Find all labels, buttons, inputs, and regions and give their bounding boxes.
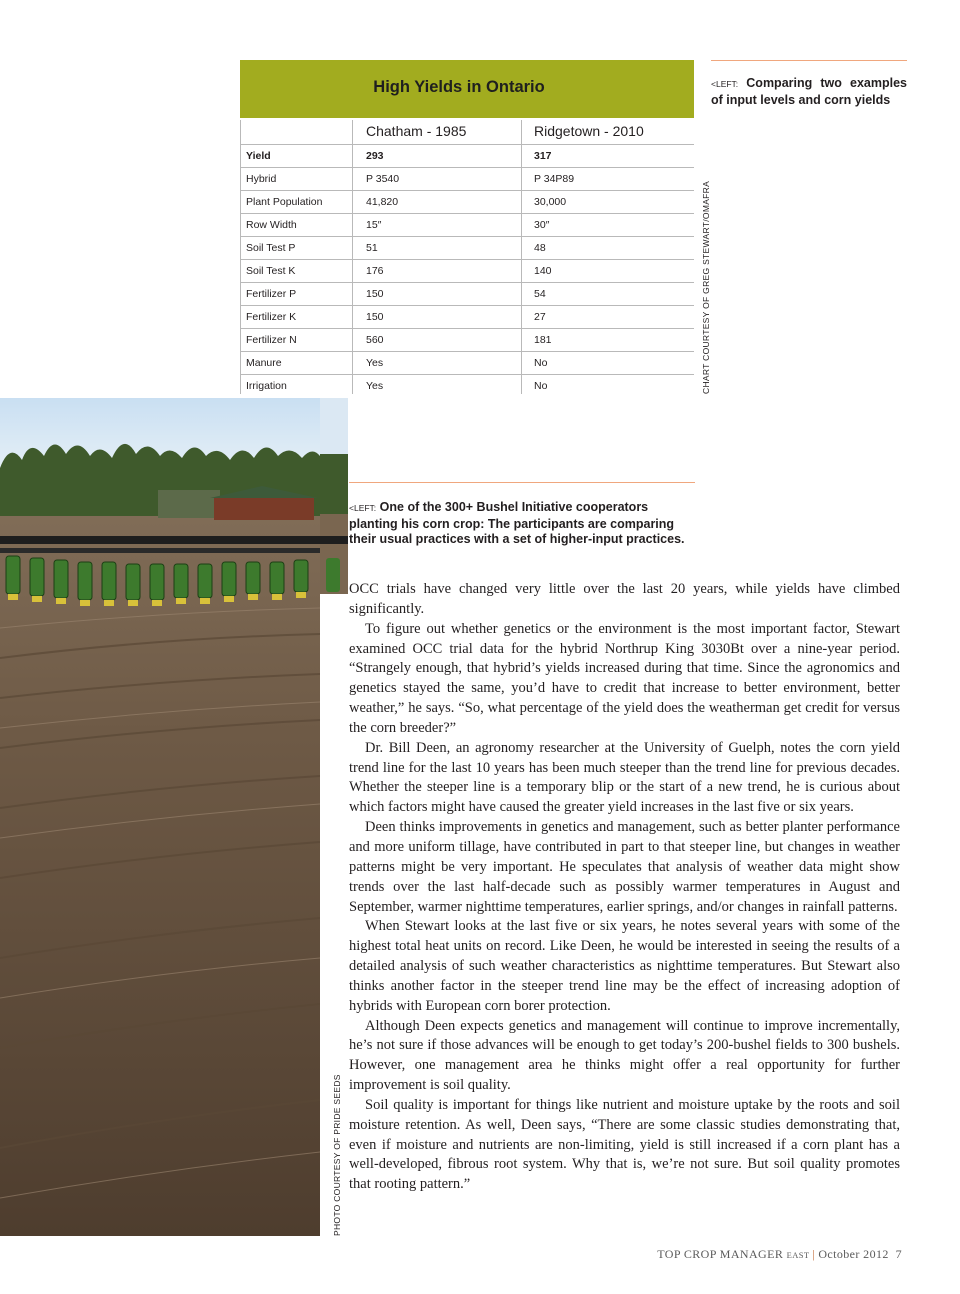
caption-tag: <LEFT: [349,503,377,513]
magazine-name: TOP CROP MANAGER [657,1247,784,1261]
table-cell: 293 [366,150,384,162]
caption-text: Comparing two examples of input levels and corn yields [711,76,907,107]
table-cell: No [534,357,548,369]
table-cell: No [534,380,548,392]
photo-credit: PHOTO COURTESY OF PRIDE SEEDS [332,1074,342,1236]
table-cell: Yes [366,357,384,369]
table-row [240,237,694,260]
planter-photo [0,398,320,1236]
row-label: Row Width [246,219,297,231]
table-divider [352,120,353,394]
table-cell: 560 [366,334,384,346]
footer-separator: | [812,1247,816,1261]
paragraph: Soil quality is important for things like nutrient and moisture uptake by the roots and soil moisture retention. As well, Deen says, “There are some classic studies demonstrating that, even if moisture and nutrients are non-limiting, yield is still increased if a corn plant has a well-developed, fibrous root system. Why that is, we’re not sure. But soil quality promotes that rooting pattern.” [349,1096,900,1193]
table-cell: 48 [534,242,546,254]
row-label: Hybrid [246,173,277,185]
table-row [240,214,694,237]
row-label: Soil Test P [246,242,296,254]
table-cell: Yes [366,380,384,392]
table-row [240,329,694,352]
table-cell: 140 [534,265,552,277]
table-row [240,283,694,306]
paragraph: To figure out whether genetics or the environment is the most important factor, Stewart examined OCC trial data for the hybrid Northrup King 3030Bt over a nine-year period. “Strangely enough, that hybrid’s yields increased during that time. Since the agronomics and genetics stayed the same, you’d have to credit that increase to better environment, better weather,” he says. “So, what percentage of the yield does the weatherman get credit for versus the corn breeder?” [349,620,900,736]
caption-text: One of the 300+ Bushel Initiative cooperators planting his corn crop: The participants are comparing their usual practices with a set of higher-input practices. [349,500,685,546]
table-title: High Yields in Ontario [373,78,545,96]
caption-table [711,76,907,108]
table-divider [521,120,522,394]
caption-rule [349,482,695,483]
row-label: Plant Population [246,196,323,208]
table-cell: 41,820 [366,196,399,208]
issue-date: October 2012 [818,1247,889,1261]
table-cell: 150 [366,288,384,300]
table-row [240,352,694,375]
article-body [349,580,900,1195]
table-header-bar [240,60,694,118]
paragraph: Although Deen expects genetics and management will continue to improve incrementally, he’s not sure if those advances will be enough to get today’s 200-bushel fields to 300 bushels. However, one management area he thinks might offer a real opportunity for further improvement is soil quality. [349,1017,900,1094]
caption-rule [711,60,907,61]
column-header: Ridgetown - 2010 [534,123,644,139]
table-body [240,118,694,397]
row-label: Soil Test K [246,265,296,277]
planter-photo-edge [320,398,348,594]
table-cell: 27 [534,311,546,323]
row-label: Manure [246,357,282,369]
table-row [240,191,694,214]
table-column-headers [240,118,694,145]
column-header: Chatham - 1985 [366,123,467,139]
table-row [240,306,694,329]
caption-photo [349,500,695,548]
table-cell: 15″ [366,219,382,231]
table-cell: P 34P89 [534,173,575,185]
magazine-edition: EAST [786,1250,810,1260]
row-label: Fertilizer K [246,311,297,323]
paragraph: Dr. Bill Deen, an agronomy researcher at the University of Guelph, notes the corn yield trend line for the last 10 years has been much steeper than the trend line for previous decades. Whether the steeper line is a temporary blip or the start of a new trend, he is curious about which factors might have caused the greater yield increases in the last five or six years. [349,739,900,816]
table-row [240,168,694,191]
page-number: 7 [895,1247,902,1261]
paragraph: OCC trials have changed very little over the last 20 years, while yields have climbed significantly. [349,581,900,617]
table-border [240,120,241,394]
yields-table [234,58,694,398]
row-label: Yield [246,150,271,162]
table-cell: 51 [366,242,378,254]
table-cell: 30″ [534,219,550,231]
table-cell: P 3540 [366,173,400,185]
table-row [240,145,694,168]
row-label: Irrigation [246,380,287,392]
table-cell: 54 [534,288,546,300]
page-footer [657,1247,902,1262]
table-cell: 176 [366,265,384,277]
chart-credit: CHART COURTESY OF GREG STEWART/OMAFRA [701,180,711,394]
table-cell: 150 [366,311,384,323]
row-label: Fertilizer N [246,334,297,346]
table-row [240,260,694,283]
caption-tag: <LEFT: [711,79,739,89]
paragraph: Deen thinks improvements in genetics and management, such as better planter performance and more uniform tillage, have contributed in part to that steeper line, but changes in weather patterns might be very important. He speculates that analysis of weather data might show trends over the last half-decade such as possibly warmer temperatures in August and September, warmer nighttime temperatures, earlier springs, and/or changes in rainfall patterns. [349,819,900,915]
table-cell: 181 [534,334,552,346]
table-row [240,375,694,397]
paragraph: When Stewart looks at the last five or six years, he notes several years with some of the highest total heat units on record. Like Deen, he would be interested in seeing the results of a detailed analysis of such weather characteristics as nighttime temperatures. But Stewart also thinks another factor in the steeper trend line may be the effect of increasing adoption of hybrids with European corn borer protection. [349,918,900,1014]
table-cell: 317 [534,150,552,162]
table-cell: 30,000 [534,196,567,208]
row-label: Fertilizer P [246,288,297,300]
